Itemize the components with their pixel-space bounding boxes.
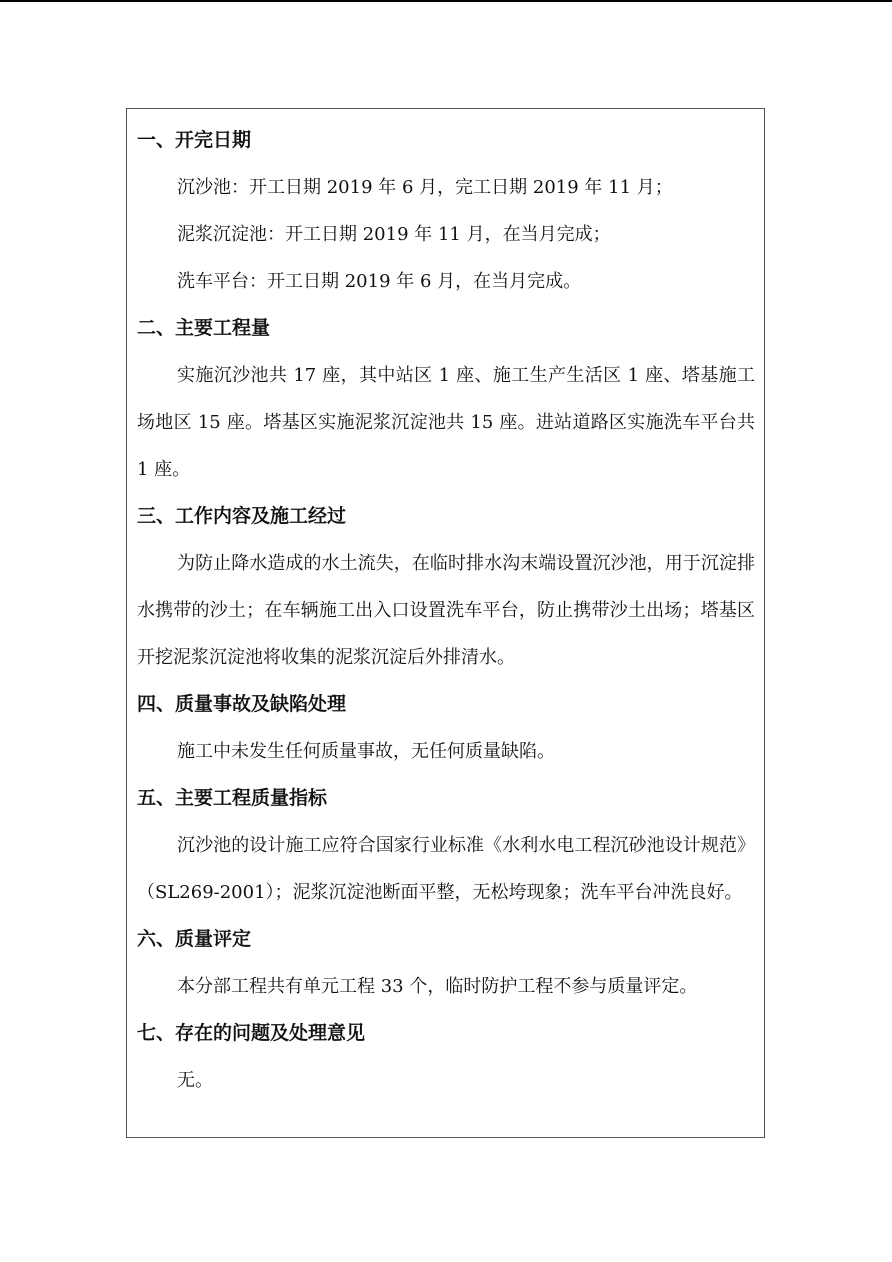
section-heading: 七、存在的问题及处理意见 <box>137 1022 366 1044</box>
page-top-rule <box>0 0 892 2</box>
section-main-quantities <box>137 305 755 493</box>
section-quality-assessment <box>137 916 755 1010</box>
section-issues-and-opinions <box>137 1010 755 1104</box>
section-paragraph: 无。 <box>177 1070 213 1091</box>
section-paragraph: 泥浆沉淀池：开工日期 2019 年 11 月，在当月完成； <box>177 224 611 245</box>
section-paragraph: 沉沙池的设计施工应符合国家行业标准《水利水电工程沉砂池设计规范》（SL269-2001）；泥浆沉淀池断面平整，无松垮现象；洗车平台冲洗良好。 <box>137 835 755 903</box>
section-heading: 三、工作内容及施工经过 <box>137 505 347 527</box>
section-quality-indicators <box>137 775 755 916</box>
document-body <box>137 117 755 1104</box>
section-heading: 四、质量事故及缺陷处理 <box>137 693 347 715</box>
section-paragraph: 洗车平台：开工日期 2019 年 6 月，在当月完成。 <box>177 271 582 292</box>
section-heading: 二、主要工程量 <box>137 317 271 339</box>
section-paragraph: 为防止降水造成的水土流失，在临时排水沟末端设置沉沙池，用于沉淀排水携带的沙土；在车辆施工出入口设置洗车平台，防止携带沙土出场；塔基区开挖泥浆沉淀池将收集的泥浆沉淀后外排清水。 <box>137 553 755 668</box>
section-heading: 一、开完日期 <box>137 129 252 151</box>
section-paragraph: 实施沉沙池共 17 座，其中站区 1 座、施工生产生活区 1 座、塔基施工场地区 15 座。塔基区实施泥浆沉淀池共 15 座。进站道路区实施洗车平台共 1 座。 <box>137 365 755 480</box>
section-heading: 六、质量评定 <box>137 928 252 950</box>
section-paragraph: 施工中未发生任何质量事故，无任何质量缺陷。 <box>177 741 555 762</box>
document-table-frame <box>126 108 765 1138</box>
section-work-content <box>137 493 755 681</box>
section-quality-accidents <box>137 681 755 775</box>
section-heading: 五、主要工程质量指标 <box>137 787 328 809</box>
section-start-end-dates <box>137 117 755 305</box>
section-paragraph: 本分部工程共有单元工程 33 个，临时防护工程不参与质量评定。 <box>177 976 698 997</box>
section-paragraph: 沉沙池：开工日期 2019 年 6 月，完工日期 2019 年 11 月； <box>177 177 673 198</box>
